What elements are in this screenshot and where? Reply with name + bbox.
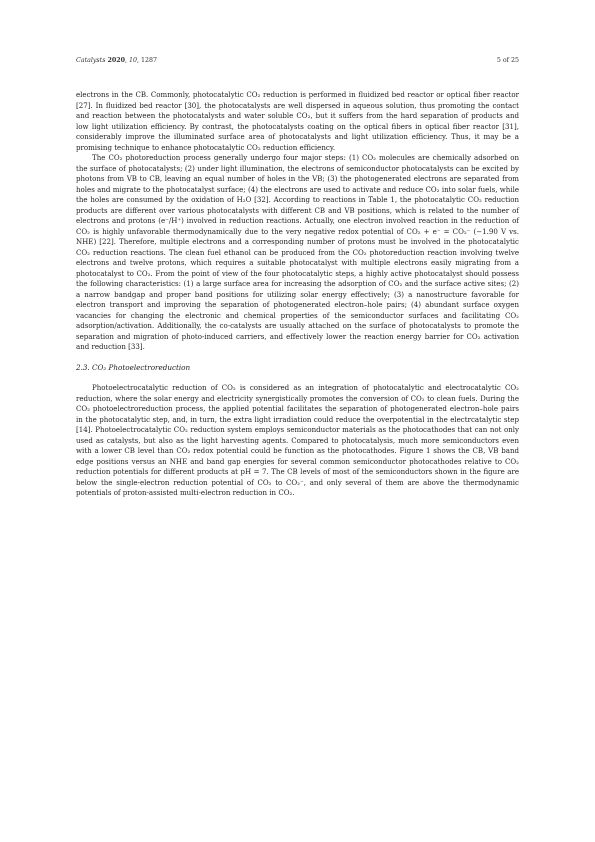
paragraph-3: Photoelectrocatalytic reduction of CO₂ is considered as an integration of photocatalytic and electrocatalytic CO₂ reduction, where the solar energy and electricity synergistically promotes the conversion of CO₂ to clean fuels. During the CO₂ photoelectroreduction process, the applied potential facilitates the separation of photogenerated electron–hole pairs in the photocatalytic step, and, in turn, the extra light irradiation could reduce the overpotential in the electrcatalytic step [14]. Photoelectrocatalytic CO₂ reduction system employs semiconductor materials as the photocathodes that can not only used as catalysts, but also as the light harvesting agents. Compared to photocatalysis, much more semiconductors even with a lower CB level than CO₂ redox potential could be function as the photocathodes. Figure 1 shows the CB, VB band edge positions versus an NHE and band gap energies for several common semiconductor photocathodes relative to CO₂ reduction potentials for different products at pH = 7. The CB levels of most of the semiconductors shown in the figure are below the single-electron reduction potential of CO₂ to CO₂⁻, and only several of them are above the thermodynamic potentials of proton-assisted multi-electron reduction in CO₂. xyxy=(76,383,519,497)
journal-volume: 10 xyxy=(128,57,137,64)
page-number: 5 of 25 xyxy=(496,57,519,64)
journal-name: Catalysts xyxy=(76,57,106,64)
running-header xyxy=(76,57,519,64)
body-text xyxy=(76,90,519,499)
section-heading: 2.3. CO₂ Photoelectroreduction xyxy=(76,362,191,372)
journal-citation: Catalysts 2020, 10, 1287 xyxy=(76,57,158,64)
article-number: 1287 xyxy=(141,57,158,64)
paragraph-2: The CO₂ photoreduction process generally undergo four major steps: (1) CO₂ molecules are chemically adsorbed on the surface of photocatalysts; (2) under light illumination, the electrons of semiconductor photocatalysts can be excited by photons from VB to CB, leaving an equal number of holes in the VB; (3) the photogenerated electrons are separated from holes and migrate to the photocatalyst surface; (4) the electrons are used to activate and reduce CO₂ into solar fuels, while the holes are consumed by the oxidation of H₂O [32]. According to reactions in Table 1, the photocatalytic CO₂ reduction products are different over various photocatalysts with different CB and VB positions, which is related to the number of electrons and protons (e⁻/H⁺) involved in reduction reactions. Actually, one electron involved reaction in the reduction of CO₂ is highly unfavorable thermodynamically due to the very negative redox potential of CO₂ + e⁻ = CO₂⁻ (−1.90 V vs. NHE) [22]. Therefore, multiple electrons and a corresponding number of protons must be involved in the photocatalytic CO₂ reduction reactions. The clean fuel ethanol can be produced from the CO₂ photoreduction reaction involving twelve electrons and twelve protons, which requires a suitable photocatalyst with multiple electrons easily migrating from a photocatalyst to CO₂. From the point of view of the four photocatalytic steps, a highly active photocatalyst should possess the following characteristics: (1) a large surface area for increasing the adsorption of CO₂ and the surface active sites; (2) a narrow bandgap and proper band positions for utilizing solar energy effectively; (3) a nanostructure favorable for electron transport and improving the separation of photogenerated electron–hole pairs; (4) abundant surface oxygen vacancies for changing the electronic and chemical properties of the semiconductor surfaces and facilitating CO₂ adsorption/activation. Additionally, the co-catalysts are usually attached on the surface of photocatalysts to promote the separation and migration of photo-induced carriers, and effectively lower the reaction energy barrier for CO₂ activation and reduction [33]. xyxy=(76,153,519,351)
journal-year: 2020 xyxy=(107,57,125,64)
paragraph-1: electrons in the CB. Commonly, photocatalytic CO₂ reduction is performed in fluidized bed reactor or optical fiber reactor [27]. In fluidized bed reactor [30], the photocatalysts are well dispersed in aqueous solution, thus promoting the contact and reaction between the photocatalysts and water soluble CO₂, but it suffers from the hard separation of products and low light utilization efficiency. By contrast, the photocatalysts coating on the optical fibers in optical fiber reactor [31], considerably improve the illuminated surface area of photocatalysts and light utilization efficiency. Thus, it may be a promising technique to enhance photocatalytic CO₂ reduction efficiency. xyxy=(76,90,519,152)
